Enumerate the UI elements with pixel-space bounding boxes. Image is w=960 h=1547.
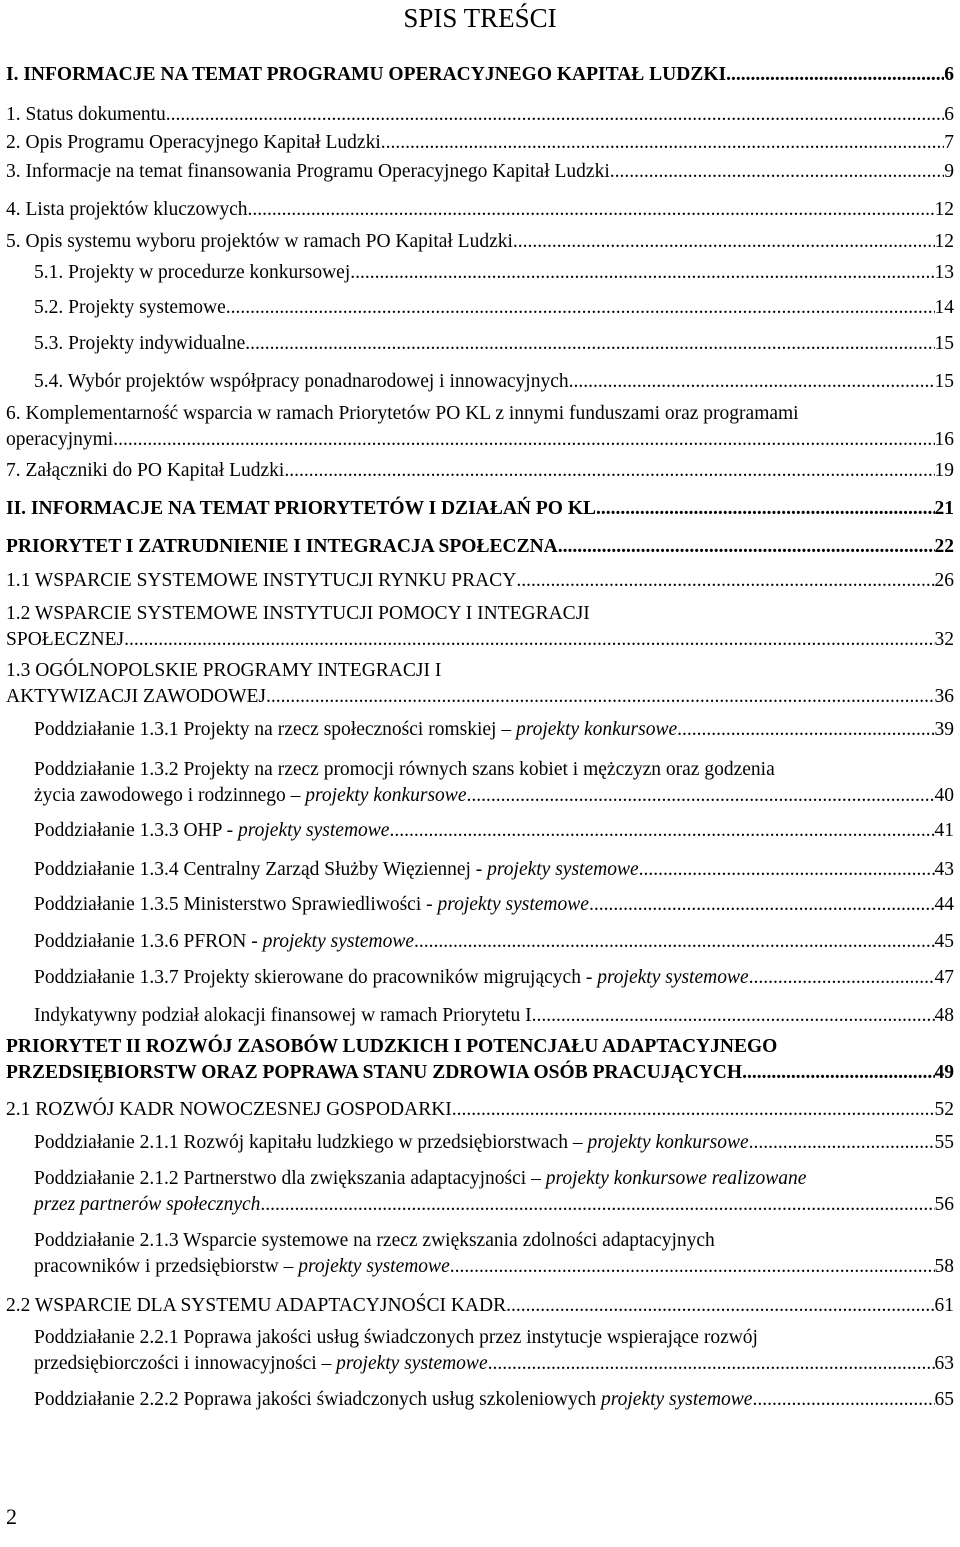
toc-entry-title: Poddziałanie 2.1.1 Rozwój kapitału ludzkiego w przedsiębiorstwach – projekty konkursowe [34,1132,749,1153]
toc-page-number: 49 [934,1062,954,1083]
toc-page-number: 21 [934,498,954,519]
dot-leader [569,369,935,395]
toc-entry-title: 2.1 ROZWÓJ KADR NOWOCZESNEJ GOSPODARKI [6,1099,452,1120]
dot-leader [558,534,935,560]
toc-page-number: 22 [934,536,954,557]
toc-page-number: 16 [934,429,954,450]
toc-entry-title: 7. Załączniki do PO Kapitał Ludzki [6,460,285,481]
toc-entry[interactable] [6,1034,954,1086]
toc-page-number: 44 [934,894,954,915]
toc-entry-title: 1. Status dokumentu [6,104,166,125]
toc-page-number: 12 [934,231,954,252]
toc-entry-title: PRIORYTET I ZATRUDNIENIE I INTEGRACJA SPOŁECZNA [6,536,558,557]
toc-entry-title: 5.2. Projekty systemowe [34,297,226,318]
dot-leader [610,159,945,185]
toc-entry-title: SPOŁECZNEJ [6,629,125,650]
toc-entry[interactable] [6,401,954,453]
toc-entry-title: operacyjnymi [6,429,114,450]
dot-leader [742,1060,934,1086]
toc-entry-title: 5.3. Projekty indywidualne [34,333,246,354]
dot-leader [532,1003,935,1029]
toc-entry[interactable] [34,1228,954,1280]
toc-entry-title: 5.4. Wybór projektów współpracy ponadnarodowej i innowacyjnych [34,371,569,392]
toc-entry[interactable] [6,102,954,128]
toc-entry-title-line1: Poddziałanie 2.1.2 Partnerstwo dla zwiększania adaptacyjności – projekty konkursowe realizowane [34,1168,807,1189]
toc-page-number: 26 [934,570,954,591]
toc-entry[interactable] [6,1097,954,1123]
toc-entry[interactable] [34,757,954,809]
toc-entry[interactable] [34,1387,954,1413]
toc-page-number: 32 [934,629,954,650]
toc-entry-title-line1: 6. Komplementarność wsparcia w ramach Priorytetów PO KL z innymi funduszami oraz programami [6,403,799,424]
toc-page-number: 19 [934,460,954,481]
toc-entry[interactable] [34,1130,954,1156]
toc-entry-title: Indykatywny podział alokacji finansowej w ramach Priorytetu I [34,1005,532,1026]
toc-entry[interactable] [34,818,954,844]
dot-leader [677,717,934,743]
toc-page-number: 12 [934,199,954,220]
toc-entry-title: Poddziałanie 1.3.1 Projekty na rzecz społeczności romskiej – projekty konkursowe [34,719,678,740]
toc-page-number: 6 [944,64,954,85]
dot-leader [166,102,944,128]
toc-entry-title: Poddziałanie 1.3.7 Projekty skierowane do pracowników migrujących - projekty systemowe [34,967,749,988]
toc-page-number: 9 [944,161,954,182]
toc-entry[interactable] [6,458,954,484]
dot-leader [350,260,934,286]
toc-entry[interactable] [34,369,954,395]
toc-entry[interactable] [6,601,954,653]
toc-page-number: 13 [934,262,954,283]
toc-entry-title: PRZEDSIĘBIORSTW ORAZ POPRAWA STANU ZDROWIA OSÓB PRACUJĄCYCH [6,1062,743,1083]
toc-entry-title: Poddziałanie 1.3.4 Centralny Zarząd Służby Więziennej - projekty systemowe [34,859,639,880]
toc-entry-title-line1: Poddziałanie 2.2.1 Poprawa jakości usług świadczonych przez instytucje wspierające rozwój [34,1327,758,1348]
toc-entry[interactable] [6,229,954,255]
toc-entry-title: I. INFORMACJE NA TEMAT PROGRAMU OPERACYJNEGO KAPITAŁ LUDZKI [6,64,727,85]
dot-leader [450,1254,935,1280]
dot-leader [513,229,935,255]
toc-page-number: 63 [934,1353,954,1374]
toc-entry[interactable] [34,260,954,286]
toc-entry-title-line1: Poddziałanie 1.3.2 Projekty na rzecz promocji równych szans kobiet i mężczyzn oraz godzenia [34,759,775,780]
toc-page-number: 48 [934,1005,954,1026]
toc-entry-title: 2. Opis Programu Operacyjnego Kapitał Ludzki [6,132,381,153]
dot-leader [749,965,935,991]
dot-leader [516,568,934,594]
toc-entry-title: 4. Lista projektów kluczowych [6,199,248,220]
toc-page-number: 6 [944,104,954,125]
dot-leader [124,627,934,653]
dot-leader [113,427,934,453]
toc-entry-title: przedsiębiorczości i innowacyjności – projekty systemowe [34,1353,488,1374]
dot-leader [589,892,935,918]
toc-entry[interactable] [6,159,954,185]
toc-entry-title: Poddziałanie 1.3.3 OHP - projekty systemowe [34,820,390,841]
toc-page-number: 39 [934,719,954,740]
toc-page-number: 43 [934,859,954,880]
page-number: 2 [6,1504,17,1529]
dot-leader [414,929,934,955]
toc-entry-title: II. INFORMACJE NA TEMAT PRIORYTETÓW I DZIAŁAŃ PO KL [6,498,596,519]
toc-entry[interactable] [34,1003,954,1029]
toc-entry-title: 2.2 WSPARCIE DLA SYSTEMU ADAPTACYJNOŚCI KADR [6,1295,507,1316]
dot-leader [639,857,935,883]
toc-entry[interactable] [6,130,954,156]
dot-leader [488,1351,935,1377]
toc-page-number: 15 [934,333,954,354]
toc-entry[interactable] [34,965,954,991]
toc-page-number: 41 [934,820,954,841]
toc-page-number: 65 [934,1389,954,1410]
toc-page-number: 55 [934,1132,954,1153]
toc-entry-title: Poddziałanie 1.3.6 PFRON - projekty systemowe [34,931,415,952]
toc-page-number: 7 [944,132,954,153]
toc-page-number: 61 [934,1295,954,1316]
toc-entry[interactable] [34,717,954,743]
toc-entry[interactable] [34,295,954,321]
dot-leader [596,496,935,522]
toc-entry[interactable] [6,568,954,594]
toc-page-number: 47 [934,967,954,988]
toc-entry-title: 5. Opis systemu wyboru projektów w ramach PO Kapitał Ludzki [6,231,513,252]
toc-page-number: 52 [934,1099,954,1120]
toc-entry[interactable] [6,496,954,522]
toc-entry-title: 3. Informacje na temat finansowania Programu Operacyjnego Kapitał Ludzki [6,161,610,182]
dot-leader [245,331,934,357]
toc-entry-title: przez partnerów społecznych [34,1194,261,1215]
dot-leader [284,458,934,484]
dot-leader [726,62,944,88]
dot-leader [749,1130,935,1156]
toc-page-number: 36 [934,686,954,707]
dot-leader [389,818,934,844]
toc-page-number: 15 [934,371,954,392]
dot-leader [266,684,934,710]
dot-leader [752,1387,934,1413]
toc-entry[interactable] [34,331,954,357]
toc-entry-title-line1: 1.3 OGÓLNOPOLSKIE PROGRAMY INTEGRACJI I [6,660,442,681]
toc-page-number: 14 [934,297,954,318]
toc-entry[interactable] [34,857,954,883]
toc-entry[interactable] [6,1293,954,1319]
dot-leader [248,197,935,223]
toc-entry-title-line1: 1.2 WSPARCIE SYSTEMOWE INSTYTUCJI POMOCY I INTEGRACJI [6,603,590,624]
dot-leader [381,130,945,156]
toc-entry[interactable] [6,62,954,88]
toc-page-number: 58 [934,1256,954,1277]
toc-page-number: 56 [934,1194,954,1215]
toc-entry-title: AKTYWIZACJI ZAWODOWEJ [6,686,267,707]
toc-entry[interactable] [34,892,954,918]
toc-page-number: 45 [934,931,954,952]
toc-entry-title: Poddziałanie 1.3.5 Ministerstwo Sprawiedliwości - projekty systemowe [34,894,589,915]
toc-entry[interactable] [34,1325,954,1377]
toc-entry[interactable] [34,1166,954,1218]
toc-entry-title: pracowników i przedsiębiorstw – projekty systemowe [34,1256,450,1277]
page-title: SPIS TREŚCI [403,3,557,33]
toc-entry[interactable] [34,929,954,955]
toc-entry[interactable] [6,197,954,223]
dot-leader [506,1293,934,1319]
toc-page-number: 40 [934,785,954,806]
toc-entry-title-line1: PRIORYTET II ROZWÓJ ZASOBÓW LUDZKICH I POTENCJAŁU ADAPTACYJNEGO [6,1036,778,1057]
toc-entry-title: Poddziałanie 2.2.2 Poprawa jakości świadczonych usług szkoleniowych projekty systemowe [34,1389,753,1410]
toc-entry-title: 1.1 WSPARCIE SYSTEMOWE INSTYTUCJI RYNKU PRACY [6,570,517,591]
dot-leader [226,295,935,321]
toc-entry-title: życia zawodowego i rodzinnego – projekty konkursowe [34,785,467,806]
dot-leader [260,1192,934,1218]
dot-leader [452,1097,935,1123]
dot-leader [466,783,934,809]
toc-entry[interactable] [6,658,954,710]
toc-entry-title: 5.1. Projekty w procedurze konkursowej [34,262,351,283]
toc-entry[interactable] [6,534,954,560]
toc-entry-title-line1: Poddziałanie 2.1.3 Wsparcie systemowe na rzecz zwiększania zdolności adaptacyjnych [34,1230,715,1251]
